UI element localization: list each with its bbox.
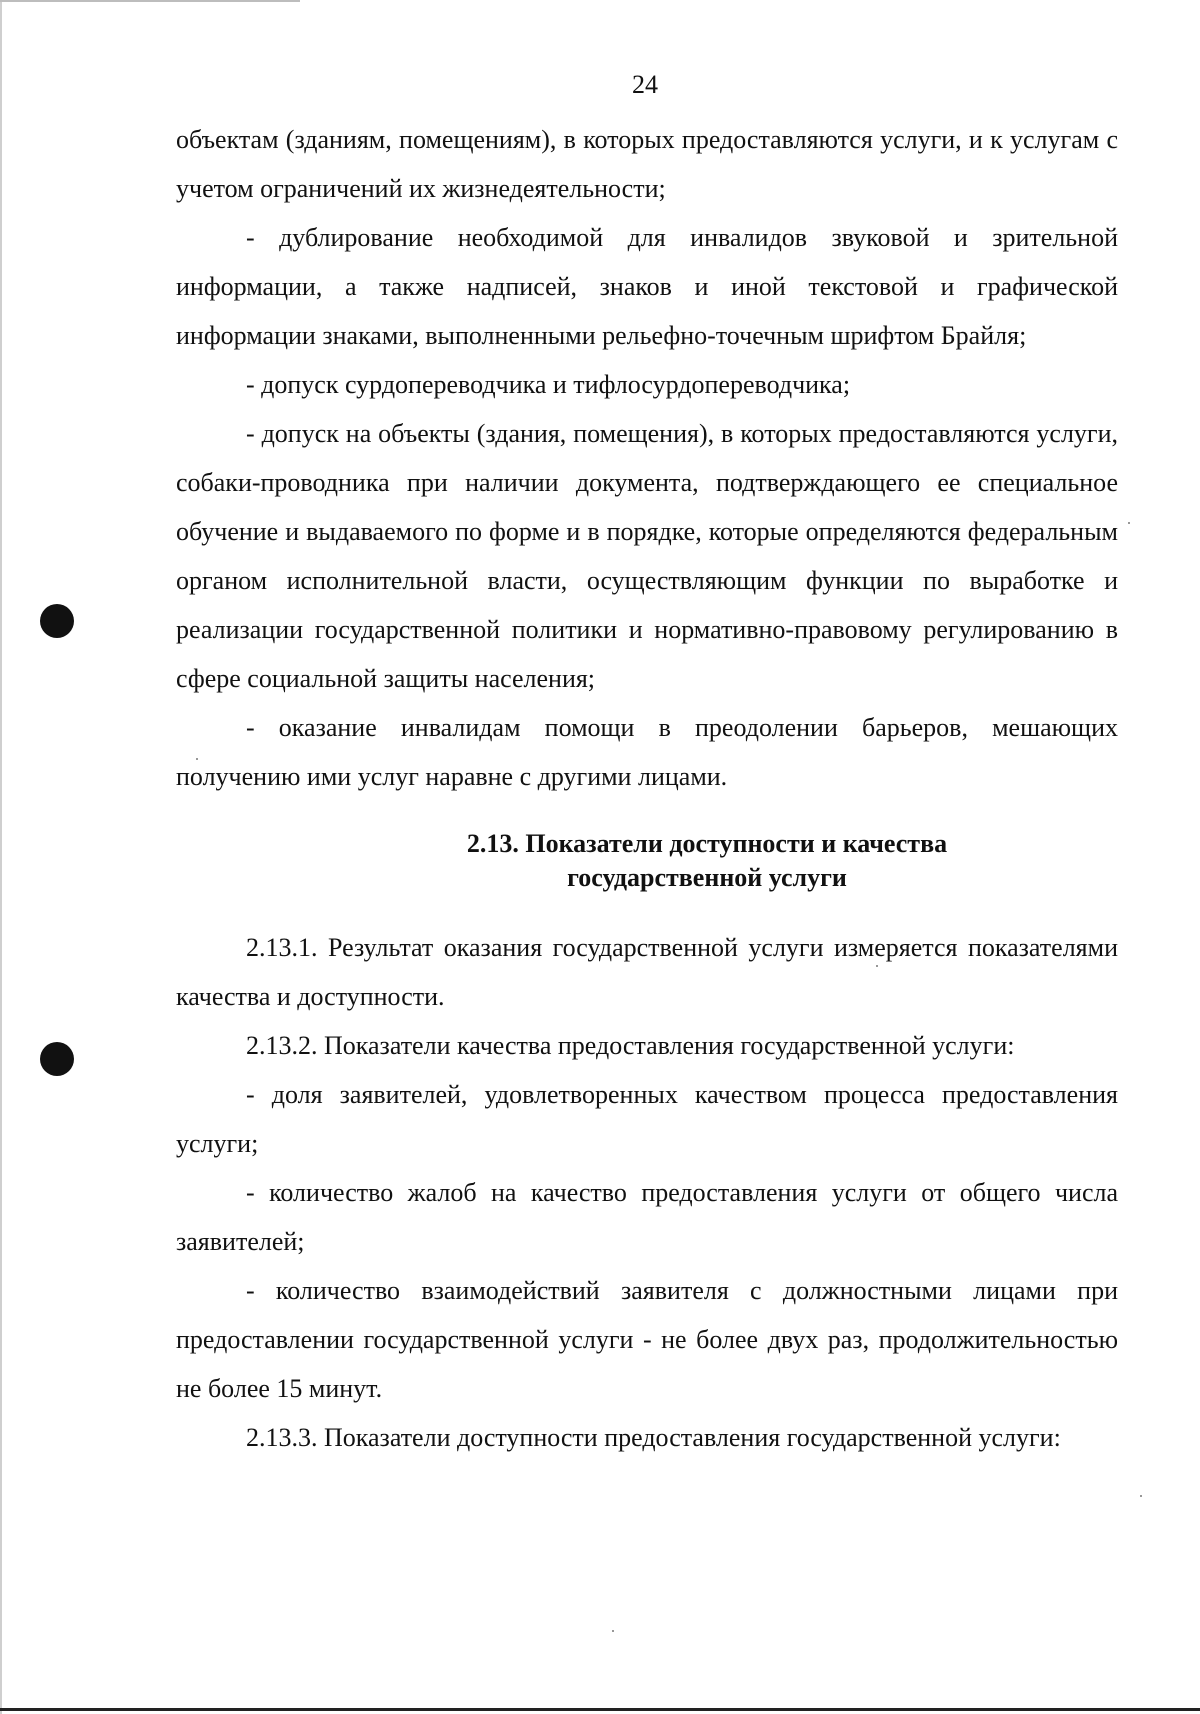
scan-speck [1128,522,1130,524]
paragraph: объектам (зданиям, помещениям), в которых предоставляются услуги, и к услугам с учетом ограничений их жизнедеятельности; [176,125,1118,203]
paragraph: 2.13.1. Результат оказания государственной услуги измеряется показателями качества и доступности. [176,933,1118,1011]
paragraph: 2.13.3. Показатели доступности предоставления государственной услуги: [246,1423,1061,1452]
paragraph: - дублирование необходимой для инвалидов звуковой и зрительной информации, а также надписей, знаков и иной текстовой и графической информации знаками, выполненными рельефно-точечным шрифтом Брайля; [176,223,1118,350]
document-body [176,115,1118,1462]
paragraph: - количество жалоб на качество предоставления услуги от общего числа заявителей; [176,1178,1118,1256]
paragraph: - допуск на объекты (здания, помещения), в которых предоставляются услуги, собаки-проводника при наличии документа, подтверждающего ее специальное обучение и выдаваемого по форме и в порядке, которые определяются федеральным органом исполнительной власти, осуществляющим функции по выработке и реализации государственной политики и нормативно-правовому регулированию в сфере социальной защиты населения; [176,419,1118,693]
paragraph: - допуск сурдопереводчика и тифлосурдопереводчика; [246,370,851,399]
page-number: 24 [632,70,658,99]
paragraph: 2.13.2. Показатели качества предоставления государственной услуги: [246,1031,1015,1060]
page-edge-bottom [0,1708,1200,1711]
binder-hole [40,1042,74,1076]
paragraph: - оказание инвалидам помощи в преодолении барьеров, мешающих получению ими услуг наравне с другими лицами. [176,713,1118,791]
section-heading [176,827,1118,895]
paragraph: - доля заявителей, удовлетворенных качеством процесса предоставления услуги; [176,1080,1118,1158]
scan-speck [612,1630,614,1632]
binder-hole [40,604,74,638]
page-edge-top [0,0,300,2]
paragraph: - количество взаимодействий заявителя с должностными лицами при предоставлении государственной услуги - не более двух раз, продолжительностью не более 15 минут. [176,1276,1118,1403]
section-heading-line: государственной услуги [567,863,847,892]
page-edge [0,0,2,1714]
scan-speck [1140,1495,1142,1497]
section-heading-line: 2.13. Показатели доступности и качества [466,829,948,858]
